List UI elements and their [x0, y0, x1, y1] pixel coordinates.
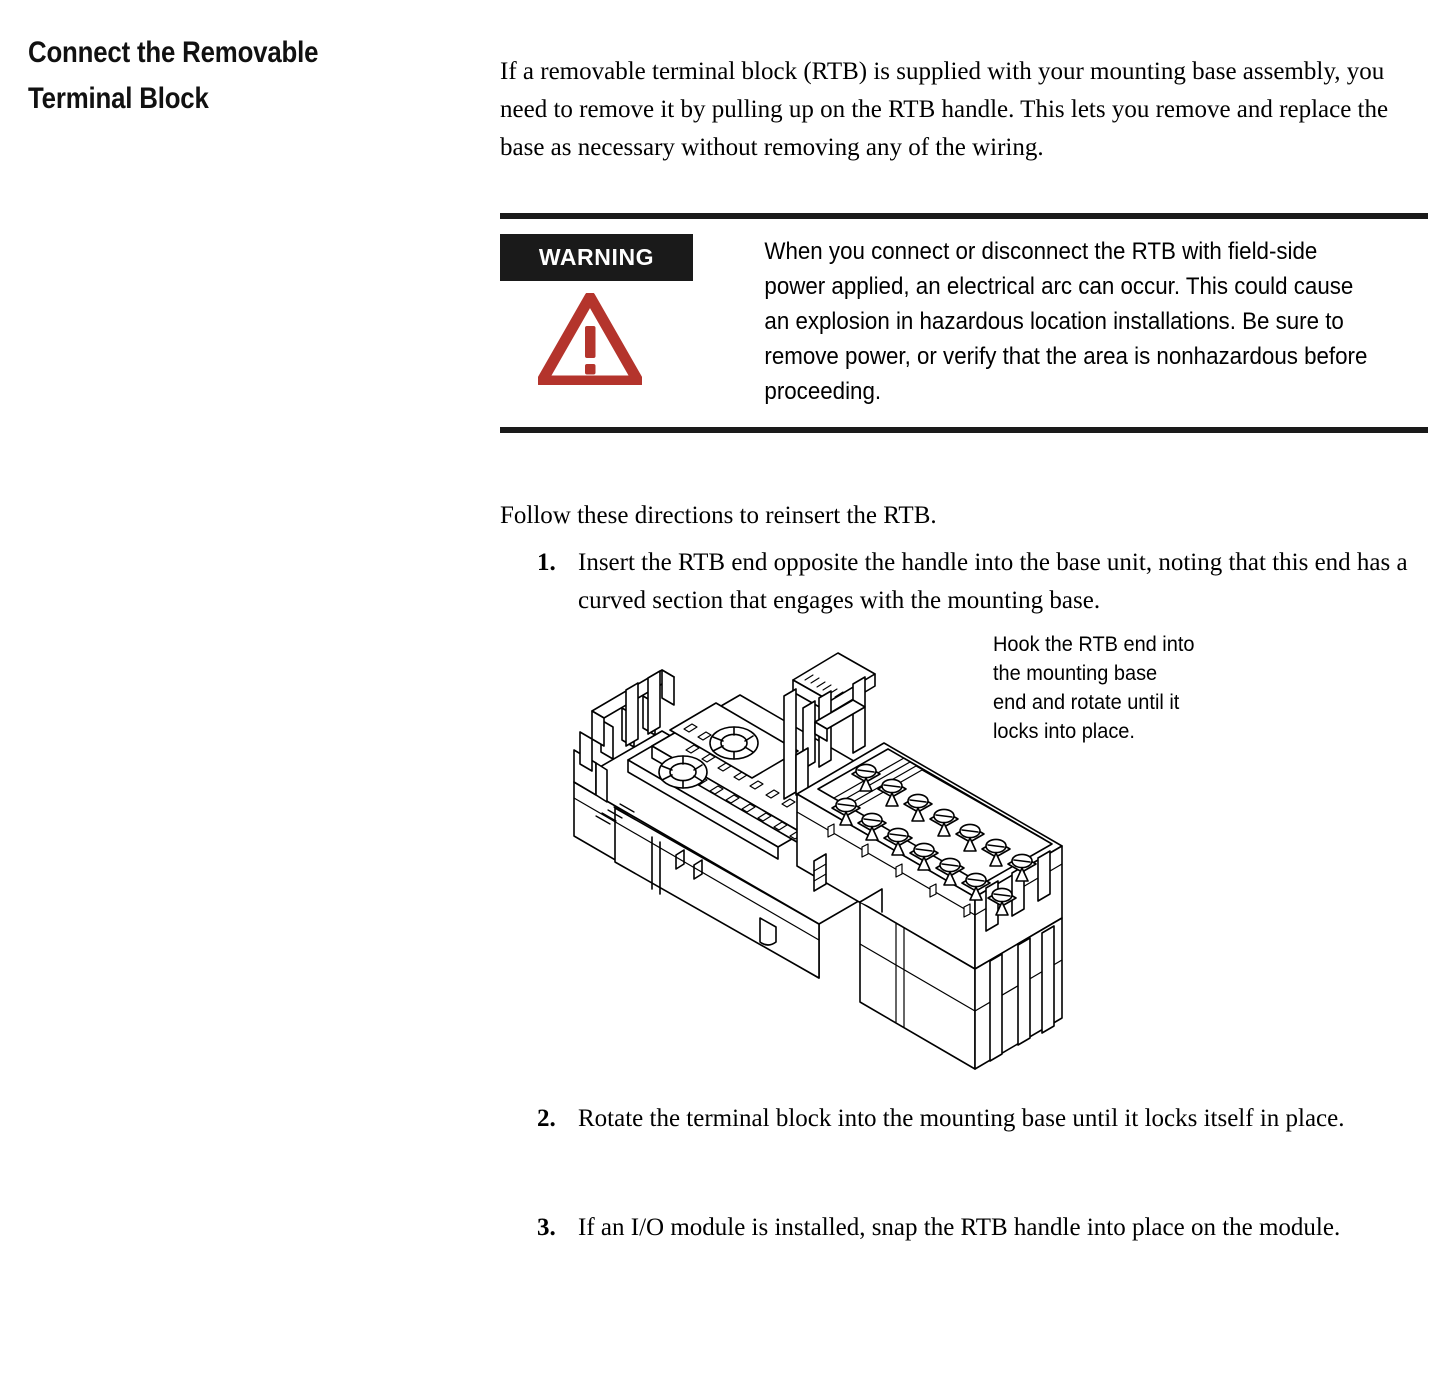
callout-line-2: the mounting base	[993, 662, 1158, 685]
step-number: 1.	[537, 549, 556, 576]
step-number: 3.	[537, 1214, 556, 1241]
follow-directions-line: Follow these directions to reinsert the RTB.	[500, 502, 937, 529]
step-item-1	[537, 544, 1417, 620]
warning-admonition	[500, 213, 1428, 433]
warning-body	[500, 219, 1428, 427]
warning-message: When you connect or disconnect the RTB with field-side power applied, an electrical arc can occur. This could cause an explosion in hazardous location installations. Be sure to remove power, or verify that the area is nonhazardous before proceeding.	[764, 238, 1368, 405]
step-number: 2.	[537, 1105, 556, 1132]
page-title	[28, 30, 398, 122]
step-text: If an I/O module is installed, snap the RTB handle into place on the module.	[578, 1214, 1341, 1241]
callout-line-1: Hook the RTB end into	[993, 633, 1195, 656]
step-item-3	[537, 1209, 1417, 1247]
step-text: Rotate the terminal block into the mounting base until it locks itself in place.	[578, 1105, 1345, 1132]
callout-line-4: locks into place.	[993, 720, 1135, 743]
warning-triangle-icon	[538, 293, 642, 390]
page-title-line-1: Connect the Removable	[28, 36, 319, 69]
callout-line-3: end and rotate until it	[993, 691, 1180, 714]
page-title-line-2: Terminal Block	[28, 82, 209, 115]
warning-bottom-rule	[500, 427, 1428, 433]
step-text: Insert the RTB end opposite the handle into the base unit, noting that this end has a curved section that engages with the mounting base.	[578, 549, 1408, 614]
step-item-2	[537, 1100, 1417, 1138]
warning-label-column	[500, 234, 730, 390]
warning-badge: WARNING	[500, 234, 693, 281]
intro-paragraph: If a removable terminal block (RTB) is supplied with your mounting base assembly, you need to remove it by pulling up on the RTB handle. This lets you remove and replace the base as necessary without removing any of the wiring.	[500, 58, 1389, 161]
illustration-callout	[993, 630, 1231, 746]
